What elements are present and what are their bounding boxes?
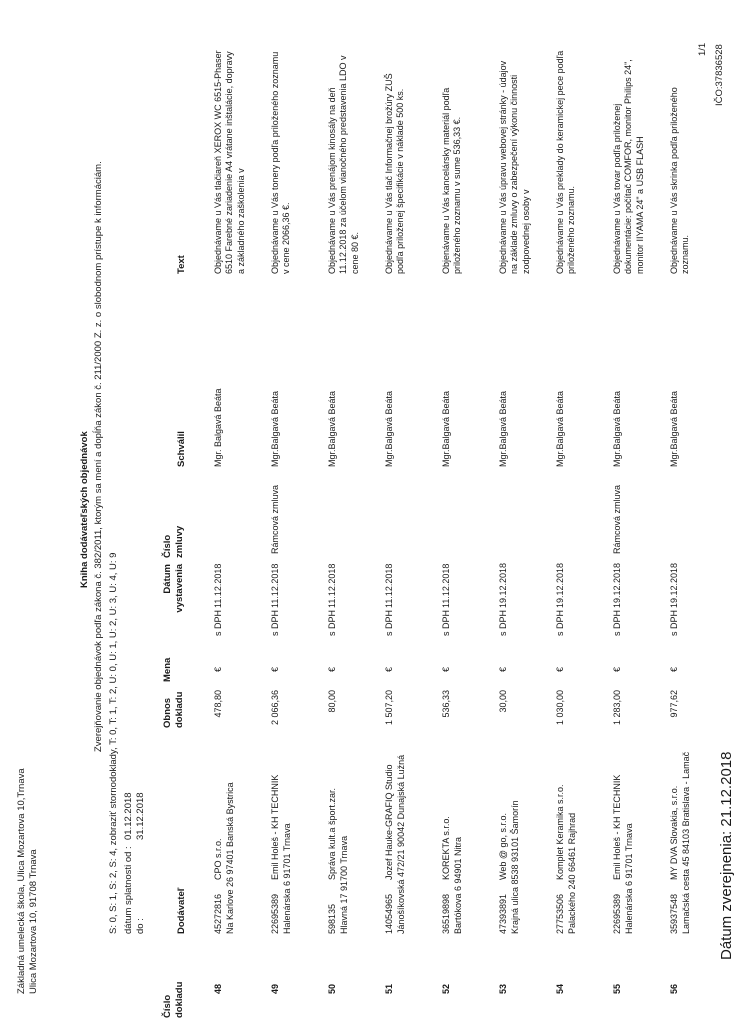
amount-value: 80,00 <box>327 690 337 713</box>
supplier-address: Halenárska 6 91701 Trnava <box>624 823 634 934</box>
vat-flag: s DPH <box>270 609 280 636</box>
contract-number: Rámcová zmluva <box>612 484 622 554</box>
currency-symbol: € <box>612 666 622 672</box>
filter-criteria: S: 0, S: 1, S: 2, S: 4, zobraziť stornodoklady, T: 0, T: 1, T: 2, U: 0, U: 1, U: 2, U: 3, U: 4, U: 9 <box>108 552 119 934</box>
column-header-doc-number: Číslo dokladu <box>162 981 185 1018</box>
approved-by: Mgr.Balgavá Beáta <box>270 390 280 467</box>
contract-number: Rámcová zmluva <box>270 484 280 554</box>
column-header-contract: Číslo zmluvy <box>162 525 185 558</box>
amount-value: 2 066,36 <box>270 690 280 726</box>
issue-date: 11.12.2018 <box>327 563 337 608</box>
supplier-name: Emil Holeš - KH TECHNIK <box>612 774 622 880</box>
supplier-name: Správa kult.a šport.zar. <box>327 787 337 880</box>
supplier-address: Palackého 240 66461 Rajhrad <box>567 812 577 934</box>
supplier-id: 598135 <box>327 903 337 934</box>
supplier-name: KOREKTA s.r.o. <box>441 816 451 880</box>
table-row <box>498 0 554 1024</box>
approved-by: Mgr.Balgavá Beáta <box>327 390 337 467</box>
doc-number: 52 <box>441 983 451 994</box>
vat-flag: s DPH <box>498 609 508 636</box>
supplier-id: 22695389 <box>612 893 622 934</box>
date-from-label: dátum splatnosti od : <box>123 846 134 934</box>
issue-date: 11.12.2018 <box>441 563 451 608</box>
amount-value: 1 283,00 <box>612 690 622 726</box>
supplier-id: 36519898 <box>441 893 451 934</box>
currency-symbol: € <box>498 666 508 672</box>
supplier-address: Halenárska 6 91701 Trnava <box>282 823 292 934</box>
column-header-currency: Mena <box>162 657 173 682</box>
order-text: Objednávame u Vás tovar podľa priloženej dokumentácie: počítač COMFOR, monitor Philips 24", monitor IIYAMA 24" a USB FLASH <box>612 59 645 274</box>
order-text: Objednávame u Vás úpravu webovej stránky - údajov na základe zmluvy o zabezpečení výkonu činnosti zodpovednej osoby v <box>498 60 531 274</box>
approved-by: Mgr. Balgavá Beáta <box>213 388 223 467</box>
issue-date: 19.12.2018 <box>612 562 622 608</box>
amount-value: 30,00 <box>498 690 508 713</box>
order-text: Objednávame u Vás prenájom kinosály na deň 11.12.2018 za účelom vianočného predstavenia LDO v cene 80 €. <box>327 55 360 274</box>
column-header-text: Text <box>176 255 187 274</box>
order-text: Objednávame u Vás skrinka podľa priloženého zoznamu. <box>669 87 691 274</box>
table-row <box>213 0 269 1024</box>
approved-by: Mgr.Balgavá Beáta <box>555 390 565 467</box>
order-text: Objednávame u Vás preklady do keramickej pece podľa priloženého zoznamu. <box>555 50 577 274</box>
column-header-issue-date: Dátum vystavenia <box>162 564 185 613</box>
publication-date: Dátum zverejnenia: 21.12.2018 <box>718 751 735 960</box>
column-header-approved: Schválil <box>176 431 187 467</box>
date-from-value: 01.12.2018 <box>123 792 134 840</box>
vat-flag: s DPH <box>213 609 223 636</box>
table-row <box>669 0 725 1024</box>
order-text: Objednávame u Vás tlačiareň XEROX WC 6515-Phaser 6510 Farebné zariadenie A4 vrátane inštalácie, dopravy a základného zaškolenia v <box>213 50 246 274</box>
table-row <box>555 0 611 1024</box>
supplier-name: CPO s.r.o. <box>213 838 223 880</box>
vat-flag: s DPH <box>612 609 622 636</box>
table-row <box>384 0 440 1024</box>
currency-symbol: € <box>213 666 223 672</box>
doc-number: 48 <box>213 983 223 994</box>
vat-flag: s DPH <box>384 609 394 636</box>
supplier-id: 35937548 <box>669 893 679 934</box>
currency-symbol: € <box>270 666 280 672</box>
supplier-address: Hlavná 17 91700 Trnava <box>339 835 349 934</box>
document-subtitle: Zverejňovanie objednávok podľa zákona č. 382/2011, ktorým sa mení a dopĺňa zákon č. 211/2000 Z. z. o slobodnom prístupe k informáciám. <box>93 161 104 752</box>
table-row <box>327 0 383 1024</box>
school-name: Základná umelecká škola, Ulica Mozartova 10,Trnava <box>16 768 27 994</box>
amount-value: 977,62 <box>669 690 679 718</box>
vat-flag: s DPH <box>441 609 451 636</box>
vat-flag: s DPH <box>327 609 337 636</box>
approved-by: Mgr.Balgavá Beáta <box>384 390 394 467</box>
doc-number: 55 <box>612 983 622 994</box>
doc-number: 56 <box>669 983 679 994</box>
approved-by: Mgr.Balgavá Beáta <box>498 390 508 467</box>
amount-value: 536,33 <box>441 690 451 718</box>
supplier-id: 22695389 <box>270 893 280 934</box>
vat-flag: s DPH <box>555 609 565 636</box>
date-to-label: do : <box>135 918 146 934</box>
doc-number: 54 <box>555 983 565 994</box>
supplier-address: Bartókova 6 94901 Nitra <box>453 836 463 934</box>
currency-symbol: € <box>441 666 451 672</box>
supplier-id: 14054965 <box>384 893 394 934</box>
issue-date: 11.12.2018 <box>384 563 394 608</box>
supplier-address: Krajná ulica 8538 93101 Šamorín <box>510 800 520 934</box>
table-row <box>441 0 497 1024</box>
company-id: IČO:37836528 <box>714 44 725 106</box>
page-number: 1/1 <box>697 42 708 56</box>
supplier-address: Lamačská cesta 45 84103 Bratislava - Lamač <box>681 751 691 934</box>
supplier-name: MY DVA Slovakia, s.r.o. <box>669 785 679 880</box>
supplier-id: 27753506 <box>555 893 565 934</box>
doc-number: 50 <box>327 983 337 994</box>
currency-symbol: € <box>669 666 679 672</box>
supplier-address: Na Karlove 26 97401 Banská Bystrica <box>225 782 235 934</box>
currency-symbol: € <box>327 666 337 672</box>
approved-by: Mgr.Balgavá Beáta <box>612 390 622 467</box>
issue-date: 19.12.2018 <box>555 562 565 608</box>
order-text: Objenávame u Vás kancelársky materiál podľa priloženého zoznamu v sume 536,33 €. <box>441 87 463 274</box>
column-header-supplier: Dodávateľ <box>176 887 187 934</box>
issue-date: 11.12.2018 <box>213 563 223 608</box>
supplier-name: Komplet Keramika s.r.o. <box>555 784 565 880</box>
approved-by: Mgr.Balgavá Beáta <box>669 390 679 467</box>
doc-number: 51 <box>384 983 394 994</box>
table-row <box>612 0 668 1024</box>
currency-symbol: € <box>555 666 565 672</box>
vat-flag: s DPH <box>669 609 679 636</box>
supplier-name: Emil Holeš - KH TECHNIK <box>270 774 280 880</box>
approved-by: Mgr.Balgavá Beáta <box>441 390 451 467</box>
column-header-amount: Obnos dokladu <box>162 691 185 728</box>
supplier-name: Web @ go, s.r.o. <box>498 813 508 880</box>
supplier-name: Jozef Hauke-GRAFIQ Studio <box>384 764 394 880</box>
currency-symbol: € <box>384 666 394 672</box>
issue-date: 11.12.2018 <box>270 563 280 608</box>
issue-date: 19.12.2018 <box>669 562 679 608</box>
doc-number: 53 <box>498 983 508 994</box>
supplier-id: 45272816 <box>213 893 223 934</box>
order-text: Objednávame u Vás tonery podľa priloženého zoznamu v cene 2066,36 €. <box>270 51 292 274</box>
date-to-value: 31.12.2018 <box>135 792 146 840</box>
table-row <box>270 0 326 1024</box>
document-title: Kniha dodávateľských objednávok <box>79 431 90 588</box>
amount-value: 478,80 <box>213 690 223 718</box>
supplier-id: 47393891 <box>498 893 508 934</box>
school-address: Ulica Mozartova 10, 91708 Trnava <box>28 849 39 994</box>
supplier-address: Jánošíkovská 472/21 90042 Dunajská Lužná <box>396 754 406 934</box>
amount-value: 1 507,20 <box>384 690 394 726</box>
order-text: Objednávame u Vás tlač Informačnej brožúry ZUŠ podľa priloženej špecifikácie v náklade 500 ks. <box>384 73 406 274</box>
doc-number: 49 <box>270 983 280 994</box>
amount-value: 1 030,00 <box>555 690 565 726</box>
issue-date: 19.12.2018 <box>498 562 508 608</box>
